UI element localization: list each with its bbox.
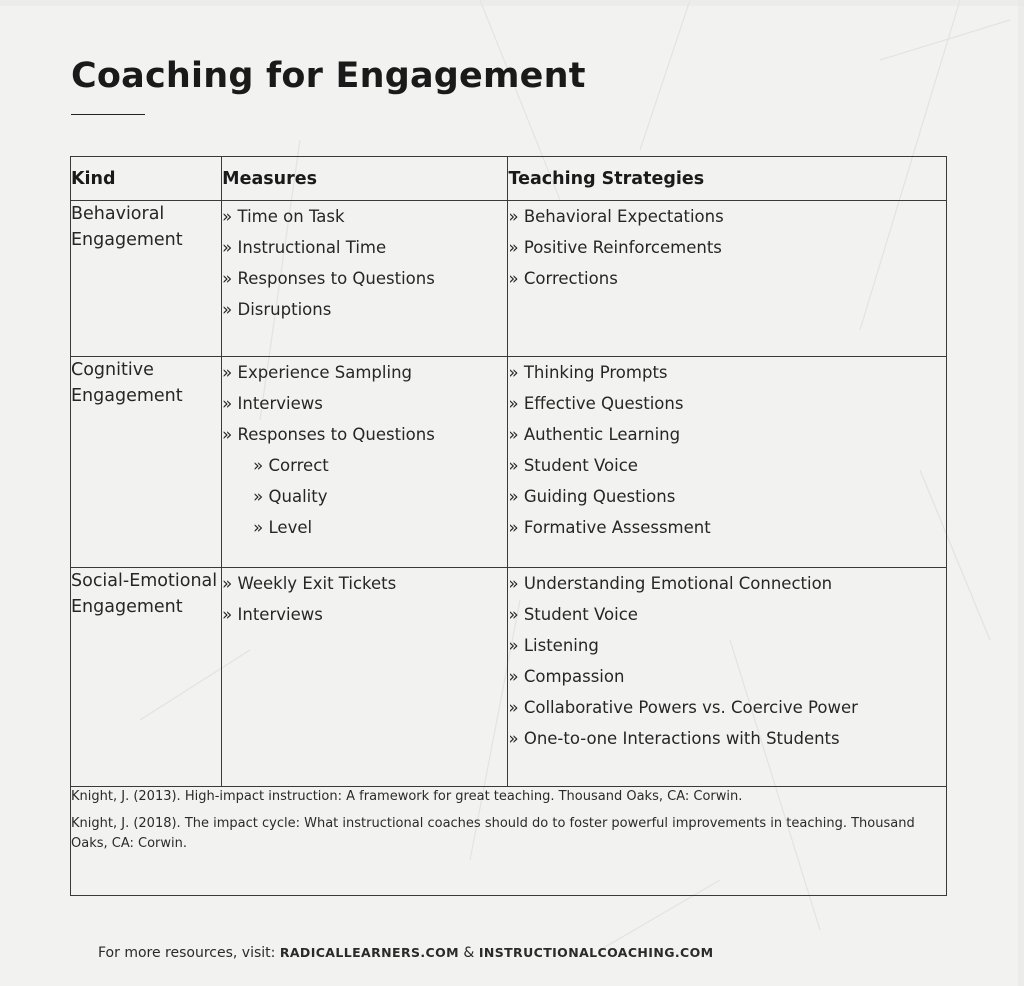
strategies-list <box>508 357 946 543</box>
title-underline <box>71 114 145 115</box>
measures-cell <box>222 201 508 357</box>
list-item: » Responses to Questions <box>222 263 507 294</box>
table-row-cognitive <box>71 357 947 568</box>
list-item: » Corrections <box>508 263 946 294</box>
list-item: » Collaborative Powers vs. Coercive Power <box>508 692 946 723</box>
list-item: » Guiding Questions <box>508 481 946 512</box>
list-item: » Authentic Learning <box>508 419 946 450</box>
reference-citation: Knight, J. (2013). High-impact instruction: A framework for great teaching. Thousand Oaks, CA: Corwin. <box>71 789 743 804</box>
list-item: » Thinking Prompts <box>508 357 946 388</box>
column-header-measures: Measures <box>222 157 508 201</box>
footer-separator: & <box>458 945 479 961</box>
list-item: » Interviews <box>222 599 507 630</box>
list-item: » Instructional Time <box>222 232 507 263</box>
list-item: » Effective Questions <box>508 388 946 419</box>
footer-link-instructionalcoaching[interactable]: INSTRUCTIONALCOACHING.COM <box>478 945 714 960</box>
list-item: » Disruptions <box>222 294 507 325</box>
measures-cell <box>222 568 508 787</box>
column-header-strategies: Teaching Strategies <box>508 157 947 201</box>
engagement-table <box>70 156 947 896</box>
measures-cell <box>222 357 508 568</box>
list-item: » Listening <box>508 630 946 661</box>
footer-link-radicallearners[interactable]: RADICALLEARNERS.COM <box>279 945 459 960</box>
references-cell <box>71 787 947 896</box>
kind-cell: Behavioral Engagement <box>71 201 222 357</box>
list-item: » Understanding Emotional Connection <box>508 568 946 599</box>
footer-resources <box>98 945 713 961</box>
measures-list <box>222 568 507 630</box>
strategies-cell <box>508 568 947 787</box>
list-item: » One-to-one Interactions with Students <box>508 723 946 754</box>
measures-list <box>222 357 507 543</box>
kind-cell: Social-Emotional Engagement <box>71 568 222 787</box>
strategies-cell <box>508 357 947 568</box>
column-header-kind: Kind <box>71 157 222 201</box>
footer-prefix: For more resources, visit: <box>98 945 280 961</box>
page-title: Coaching for Engagement <box>71 56 586 96</box>
list-item: » Positive Reinforcements <box>508 232 946 263</box>
list-item: » Formative Assessment <box>508 512 946 543</box>
reference-citation: Knight, J. (2018). The impact cycle: What instructional coaches should do to foster powerful improvements in teaching. Thousand Oaks, CA: Corwin. <box>71 816 915 851</box>
sub-list-item: » Correct <box>222 450 507 481</box>
table-row-social-emotional <box>71 568 947 787</box>
list-item: » Interviews <box>222 388 507 419</box>
list-item: » Behavioral Expectations <box>508 201 946 232</box>
list-item: » Student Voice <box>508 599 946 630</box>
list-item: » Time on Task <box>222 201 507 232</box>
table-header-row <box>71 157 947 201</box>
sub-list-item: » Quality <box>222 481 507 512</box>
references-row <box>71 787 947 896</box>
kind-cell: Cognitive Engagement <box>71 357 222 568</box>
list-item: » Responses to Questions <box>222 419 507 450</box>
strategies-cell <box>508 201 947 357</box>
list-item: » Weekly Exit Tickets <box>222 568 507 599</box>
list-item: » Compassion <box>508 661 946 692</box>
list-item: » Experience Sampling <box>222 357 507 388</box>
measures-list <box>222 201 507 325</box>
table-row-behavioral <box>71 201 947 357</box>
list-item: » Student Voice <box>508 450 946 481</box>
strategies-list <box>508 201 946 294</box>
strategies-list <box>508 568 946 754</box>
sub-list-item: » Level <box>222 512 507 543</box>
